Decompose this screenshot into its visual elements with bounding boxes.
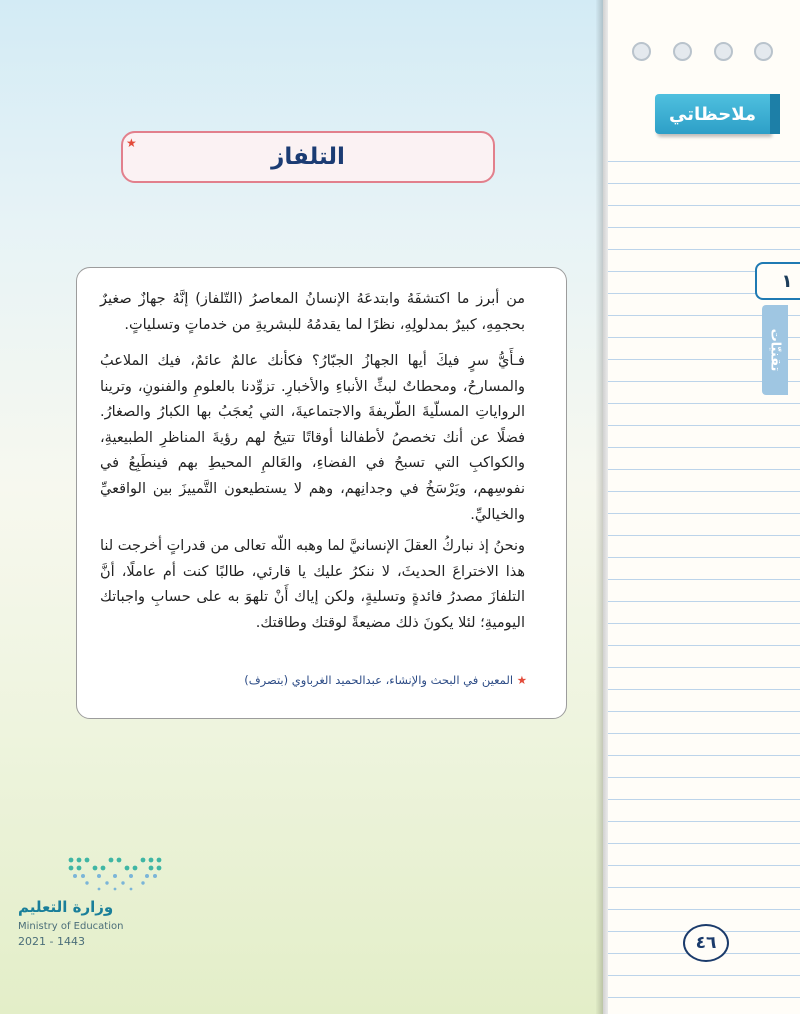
star-icon: ★	[516, 673, 527, 687]
notes-tab-fold	[770, 94, 780, 134]
edition-year: 2021 - 1443	[18, 935, 85, 948]
star-icon: ★	[126, 136, 137, 150]
unit-number-badge: ١	[755, 262, 800, 300]
passage-source	[95, 673, 527, 687]
lesson-title: التلفاز	[121, 131, 495, 183]
passage-paragraph-1: من أبرز ما اكتشفَهُ وابتدعَهُ الإنسانُ المعاصرُ (التّلفاز) إنَّهُ جهازٌ صغيرٌ بحجمِهِ، كبيرٌ بمدلولِهِ، نظرًا لما يقدمُهُ للبشريةِ من خدماتٍ وتسلياتٍ.	[100, 291, 525, 333]
passage-paragraph-2: فـأَيُّ سرٍ فيكَ أيها الجهازُ الجبّارُ؟ فكأنك عالمٌ عائمٌ، فيك الملاعبُ والمسارحُ، ومحطاتٌ لبثِّ الأنباءِ والأخبارِ. تزوِّدنا بالعلومِ والفنونِ، وترينا الرواياتِ المسلّيةَ الطّريفةَ والاجتماعيةَ، التي يُعجَبُ بها الكبارُ والصغارُ. فضلًا عن أنك تخصصُ لأطفالنا أوقاتًا تتيحُ لهم رؤيةَ المناظرِ الطبيعيةِ، والكواكبِ التي تسبحُ في الفضاءِ، والعَالمِ المحيطِ بهم فينطَبِعُ في نفوسِهم، ويَرْسَخُ في وجدانِهم، وهم لا يستطيعون التَّمييزَ بين الواقعيِّ والخياليِّ.	[100, 353, 525, 523]
binder-hole-icon	[754, 42, 773, 61]
binder-hole-icon	[632, 42, 651, 61]
passage-paragraph-3: ونحنُ إذ نباركُ العقلَ الإنسانيَّ لما وهبه اللّه تعالى من قدراتٍ أخرجت لنا هذا الاختراعَ الحديثَ، لا ننكرُ عليك يا قارئي، طالبًا كنت أم عاملًا، أنَّ التلفازَ مصدرُ فائدةٍ وتسليةٍ، ولكن إياك أَنْ تلهوَ به على حسابِ واجباتك اليوميةِ؛ لئلا يكونَ ذلك مضيعةً لوقتك وطاقتك.	[99, 538, 525, 631]
unit-label-strip	[762, 305, 788, 395]
unit-label: تقنيّات	[767, 328, 783, 372]
binder-hole-icon	[714, 42, 733, 61]
notes-sheet	[608, 0, 800, 1014]
binder-hole-icon	[673, 42, 692, 61]
ministry-logo-icon	[66, 856, 164, 892]
ministry-name-en: Ministry of Education	[18, 921, 124, 932]
source-text: المعين في البحث والإنشاء، عبدالحميد الغرباوي (بتصرف)	[244, 673, 514, 687]
notes-tab: ملاحظاتي	[655, 94, 770, 134]
ministry-name-ar: وزارة التعليم	[18, 898, 114, 916]
page-number: ٤٦	[683, 924, 729, 962]
